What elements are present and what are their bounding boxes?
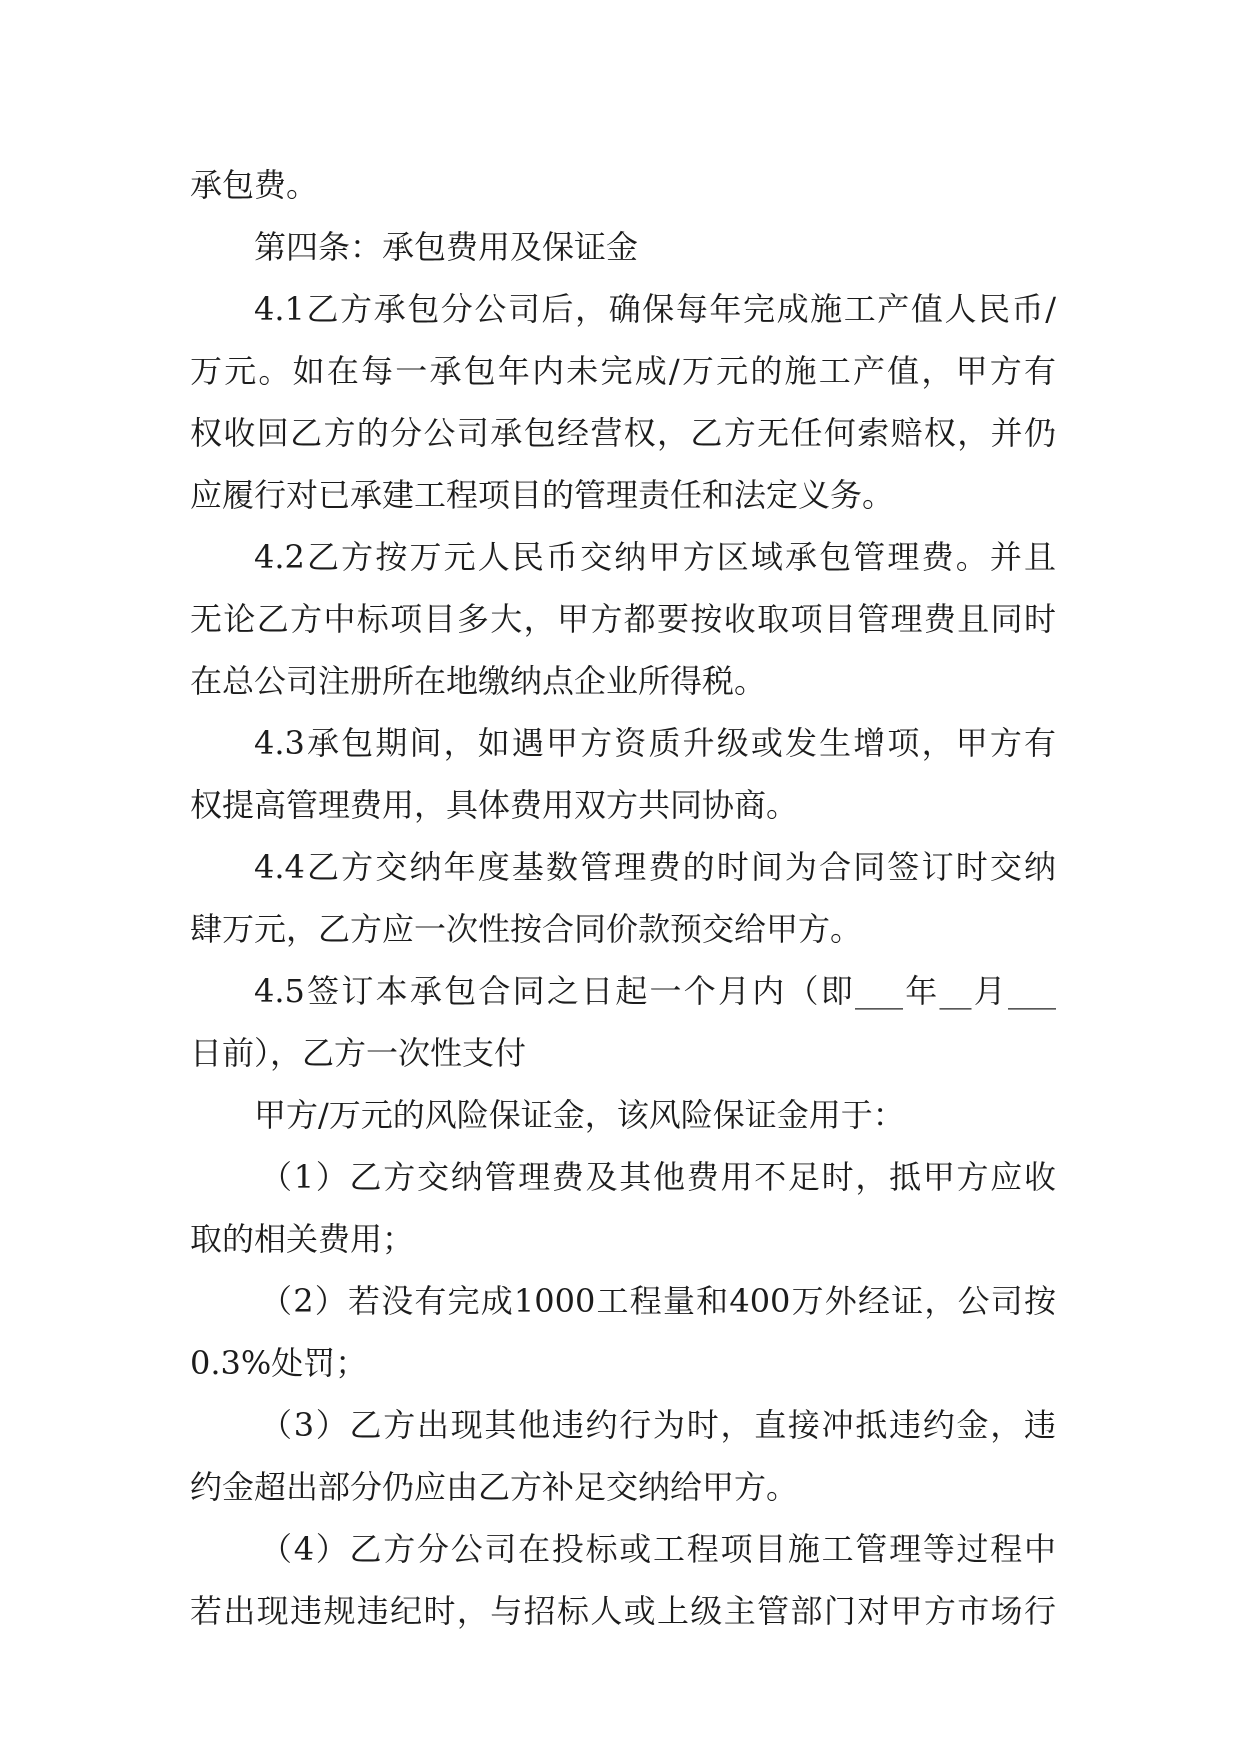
text-line: 肆万元，乙方应一次性按合同价款预交给甲方。 [190, 910, 863, 948]
text-line: 日前），乙方一次性支付 [190, 1034, 527, 1072]
text-line: 若出现违规违纪时，与招标人或上级主管部门对甲方市场行 [190, 1592, 1056, 1630]
text-line: 约金超出部分仍应由乙方补足交纳给甲方。 [190, 1468, 799, 1506]
text-line: 无论乙方中标项目多大，甲方都要按收取项目管理费且同时 [190, 600, 1056, 638]
section-heading: 第四条：承包费用及保证金 [254, 228, 639, 266]
text-line: 取的相关费用； [190, 1220, 415, 1258]
text-line: 0.3%处罚； [190, 1344, 368, 1382]
text-line: 万元。如在每一承包年内未完成/万元的施工产值，甲方有 [190, 352, 1056, 390]
clause-4-4: 4.4乙方交纳年度基数管理费的时间为合同签订时交纳 [254, 848, 1056, 886]
list-item-4: （4）乙方分公司在投标或工程项目施工管理等过程中 [260, 1530, 1056, 1568]
text-line: 甲方/万元的风险保证金，该风险保证金用于： [254, 1096, 905, 1134]
text-line: 承包费。 [190, 166, 319, 204]
list-item-2: （2）若没有完成1000工程量和400万外经证，公司按 [260, 1282, 1056, 1320]
clause-4-2: 4.2乙方按万元人民币交纳甲方区域承包管理费。并且 [254, 538, 1056, 576]
clause-4-3: 4.3承包期间，如遇甲方资质升级或发生增项，甲方有 [254, 724, 1056, 762]
list-item-3: （3）乙方出现其他违约行为时，直接冲抵违约金，违 [260, 1406, 1056, 1444]
text-line: 在总公司注册所在地缴纳点企业所得税。 [190, 662, 767, 700]
text-line: 应履行对已承建工程项目的管理责任和法定义务。 [190, 476, 895, 514]
text-line: 权提高管理费用，具体费用双方共同协商。 [190, 786, 799, 824]
list-item-1: （1）乙方交纳管理费及其他费用不足时，抵甲方应收 [260, 1158, 1056, 1196]
clause-4-5: 4.5签订本承包合同之日起一个月内（即___年__月___ [254, 972, 1056, 1010]
text-line: 权收回乙方的分公司承包经营权，乙方无任何索赔权，并仍 [190, 414, 1056, 452]
clause-4-1: 4.1乙方承包分公司后，确保每年完成施工产值人民币/ [254, 290, 1056, 328]
